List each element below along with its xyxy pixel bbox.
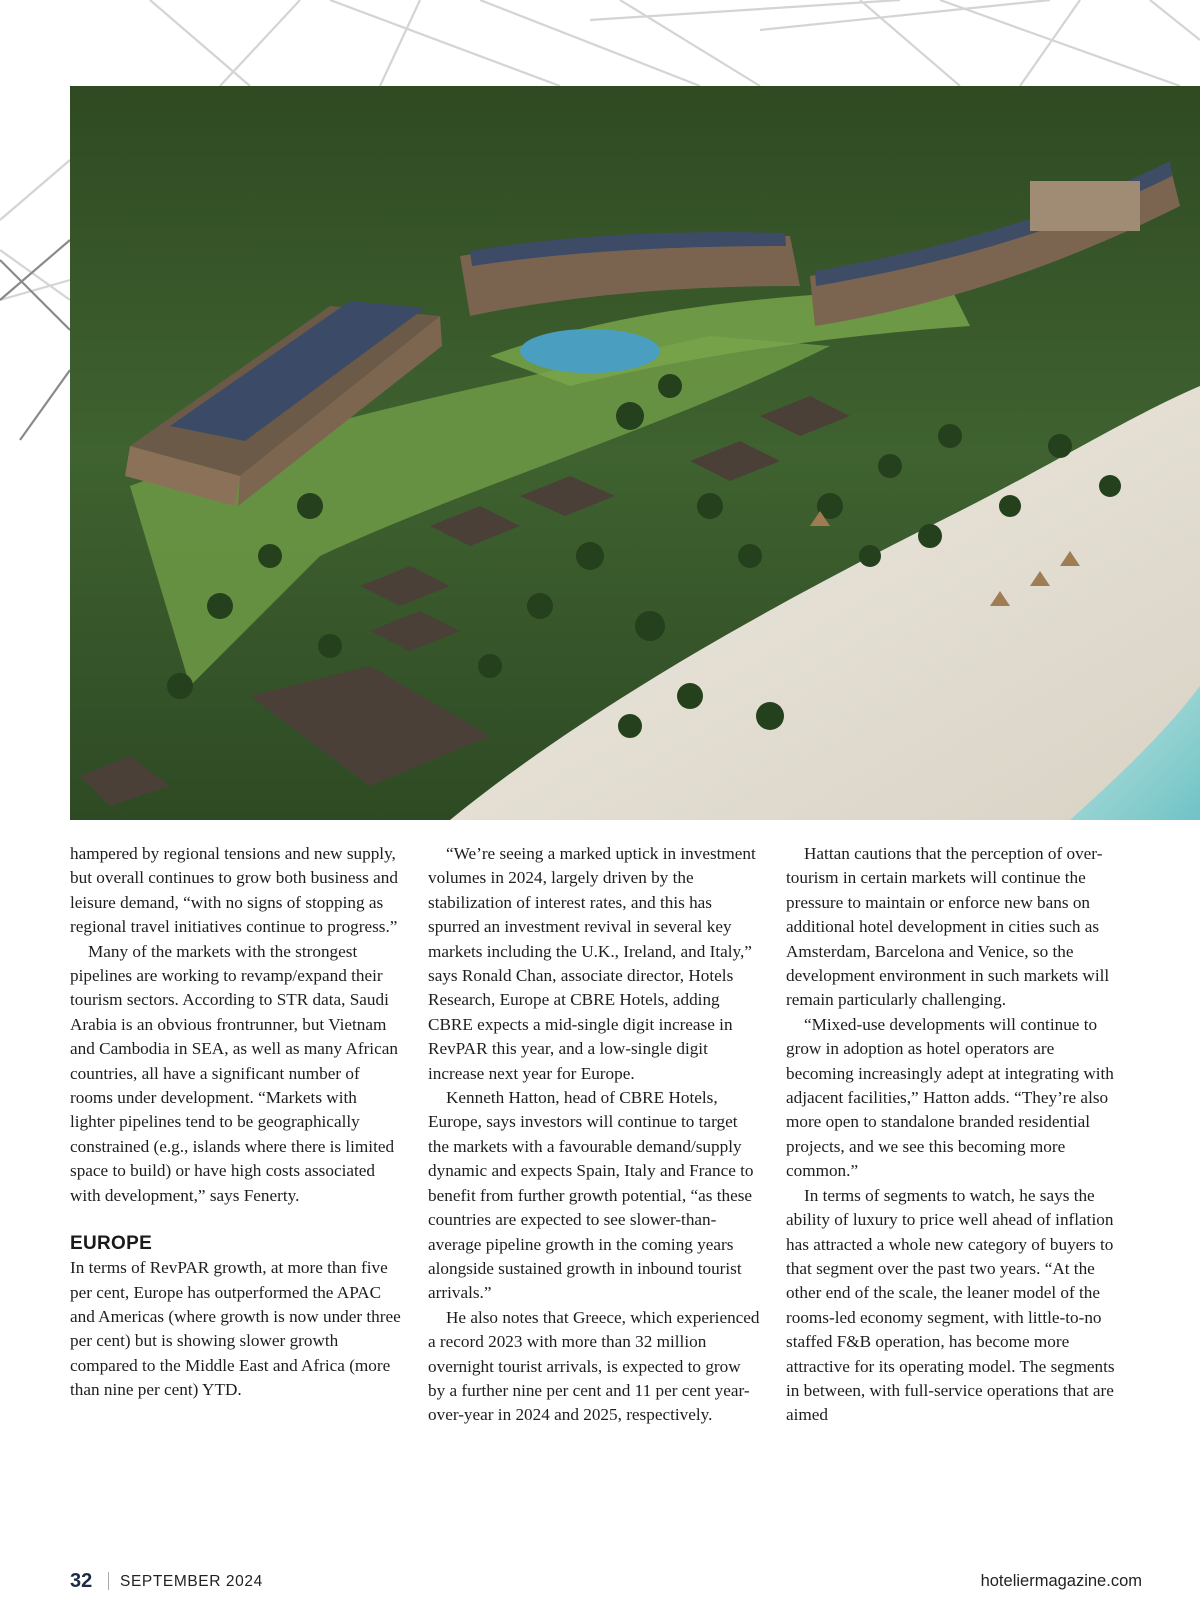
article-column-3 xyxy=(786,842,1118,1428)
website-link[interactable]: hoteliermagazine.com xyxy=(980,1572,1142,1590)
paragraph: In terms of RevPAR growth, at more than five per cent, Europe has outperformed the APAC and Americas (where growth is now under three per cent) but is showing slower growth compared to the Middle East and Africa (more than nine per cent) YTD. xyxy=(70,1258,401,1400)
resort-aerial-photo xyxy=(70,86,1200,820)
paragraph: Kenneth Hatton, head of CBRE Hotels, Europe, says investors will continue to target the markets with a favourable demand/supply dynamic and expects Spain, Italy and France to benefit from further growth potential, “as these countries are expected to see slower-than-average pipeline growth in the coming years alongside sustained growth in inbound tourist arrivals.” xyxy=(428,1088,754,1303)
paragraph: “We’re seeing a marked uptick in investment volumes in 2024, largely driven by the stabilization of interest rates, and this has spurred an investment revival in several key markets including the U.K., Ireland, and Italy,” says Ronald Chan, associate director, Hotels Research, Europe at CBRE Hotels, adding CBRE expects a mid-single digit increase in RevPAR this year, and a low-single digit increase next year for Europe. xyxy=(428,844,756,1083)
paragraph: “Mixed-use developments will continue to grow in adoption as hotel operators are becoming increasingly adept at integrating with adjacent facilities,” Hatton adds. “They’re also more open to standalone branded residential projects, and we see this becoming more common.” xyxy=(786,1014,1114,1181)
resort-aerial-photo-icon xyxy=(70,86,1200,820)
paragraph: Hattan cautions that the perception of over-tourism in certain markets will continue the pressure to maintain or enforce new bans on additional hotel development in cities such as Amsterdam, Barcelona and Venice, so the development environment in such markets will remain particularly challenging. xyxy=(786,844,1110,1010)
issue-date: SEPTEMBER 2024 xyxy=(120,1573,263,1590)
paragraph: In terms of segments to watch, he says the ability of luxury to price well ahead of inflation has attracted a whole new category of buyers to that segment over the past two years. “At the other end of the scale, the leaner model of the rooms-led economy segment, with little-to-no staffed F&B operation, has become more attractive for its operating model. The segments in between, with full-service operations that are aimed xyxy=(786,1185,1115,1425)
article-column-2 xyxy=(428,842,760,1428)
page-number: 32 xyxy=(70,1570,93,1592)
article-column-1 xyxy=(70,842,402,1403)
footer-divider xyxy=(108,1572,109,1590)
page-footer xyxy=(54,1570,1152,1594)
paragraph: hampered by regional tensions and new supply, but overall continues to grow both business and leisure demand, “with no signs of stopping as regional travel initiatives continue to progress.” xyxy=(70,844,398,937)
paragraph: Many of the markets with the strongest pipelines are working to revamp/expand their tourism sectors. According to STR data, Saudi Arabia is an obvious frontrunner, but Vietnam and Cambodia in SEA, as well as many African countries, all have a significant number of rooms under development. “Markets with lighter pipelines tend to be geographically constrained (e.g., islands where there is limited space to build) or have high costs associated with development,” says Fenerty. xyxy=(70,941,398,1205)
paragraph: He also notes that Greece, which experienced a record 2023 with more than 32 million overnight tourist arrivals, is expected to grow by a further nine per cent and 11 per cent year-over-year in 2024 and 2025, respectively. xyxy=(428,1307,760,1425)
section-heading-europe: EUROPE xyxy=(70,1233,153,1255)
